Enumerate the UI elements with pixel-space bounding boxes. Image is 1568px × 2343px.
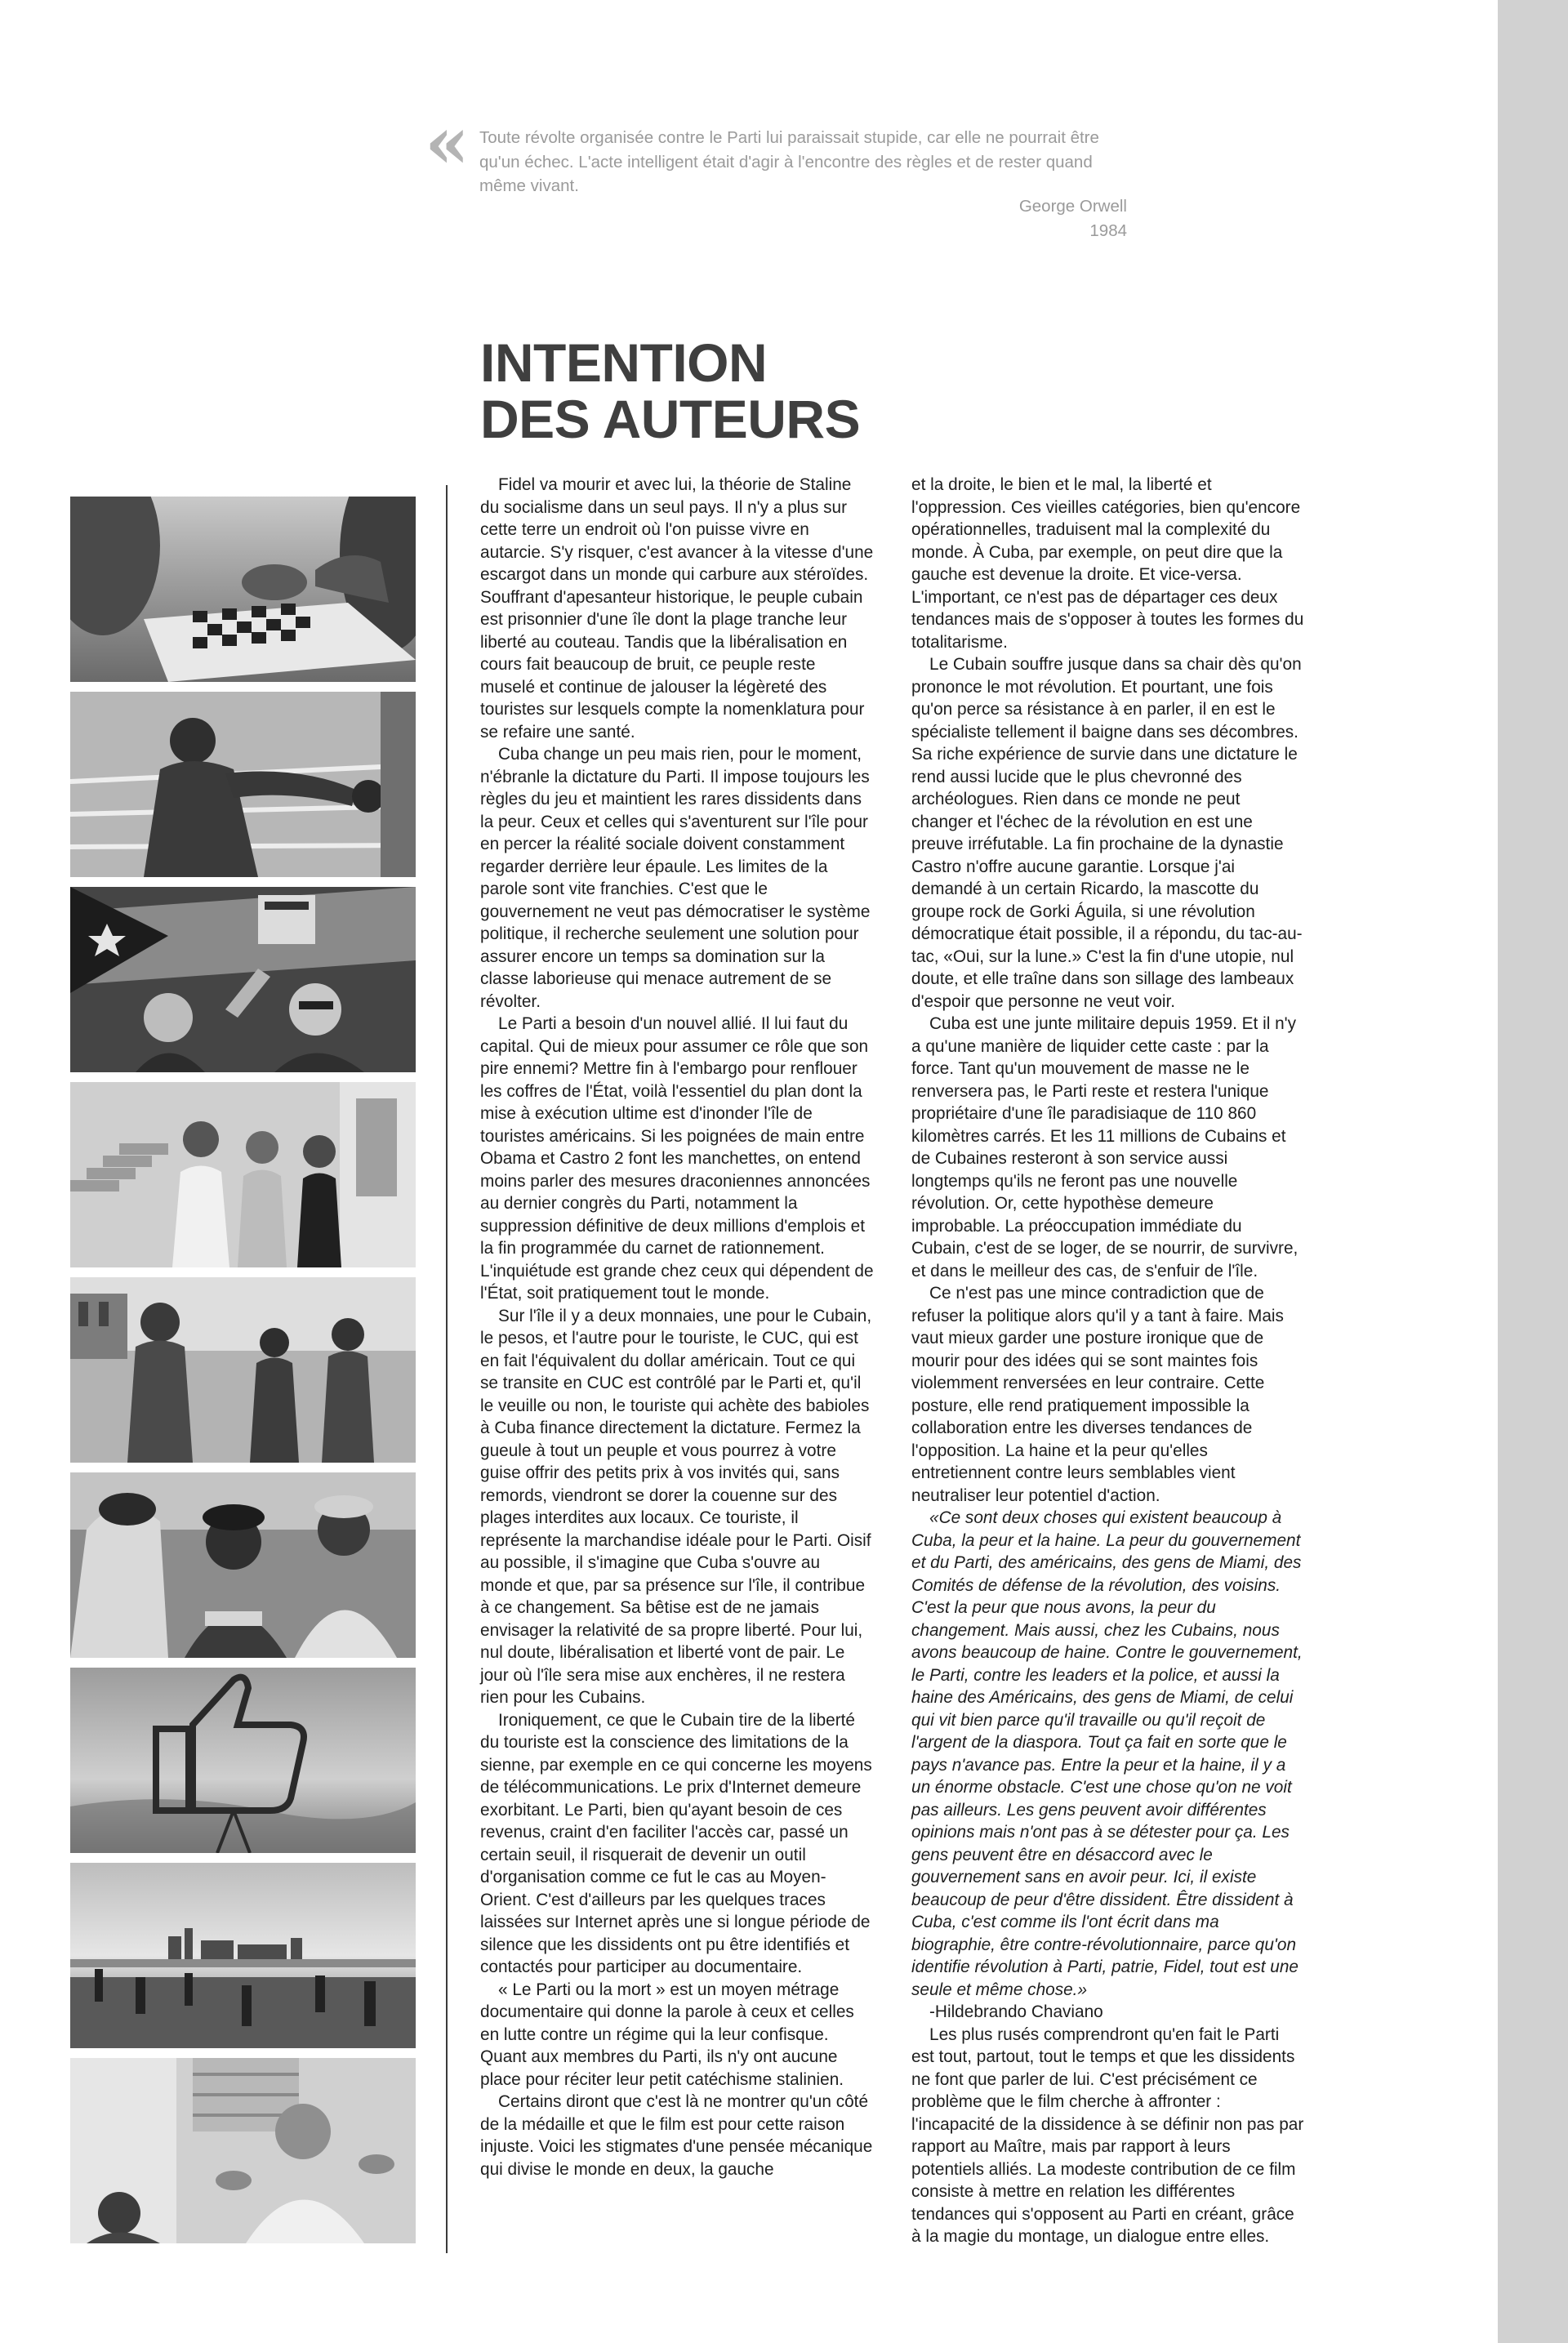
title-line-2: DES AUTEURS [480, 389, 861, 449]
three-women-photo [70, 1082, 416, 1267]
police-officers-photo [70, 1277, 416, 1463]
interview-man-photo [70, 2058, 416, 2243]
article-column-1 [480, 474, 874, 2180]
propaganda-mural-photo [70, 887, 416, 1072]
epigraph-author: George Orwell [1018, 197, 1127, 216]
thumbs-up-sign-photo [70, 1668, 416, 1853]
baseball-players-photo [70, 1472, 416, 1658]
paragraph: Les plus rusés comprendront qu'en fait le Parti est tout, partout, tout le temps et que les dissidents ne font que parler de lui. C'est précisément ce problème que le film cherche à affronter : l'incapacité de la dissidence à se définir non pas par rapport au Maître, mais par rapport à leurs potentiels alliés. La modeste contribution de ce film consiste à mettre en relation les différentes tendances qui s'opposent au Parti en créant, grâce à la magie du montage, un dialogue entre elles. [911, 2025, 1304, 2246]
epigraph-attribution [1019, 194, 1127, 243]
paragraph: Ce n'est pas une mince contradiction que de refuser la politique alors qu'il y a tant à faire. Mais vaut mieux garder une posture ironique que de mourir pour des idées qui se sont maintes fois violemment renversées en leur contraire. Cette posture, elle rend pratiquement impossible la collaboration entre les diverses tendances de l'opposition. La haine et la peur qu'elles entretiennent contre leurs semblables vient neutraliser leur potentiel d'action. [911, 1284, 1284, 1505]
paragraph: et la droite, le bien et le mal, la liberté et l'oppression. Ces vieilles catégories, bien qu'encore opérationnelles, traduisent mal la complexité du monde. À Cuba, par exemple, on peut dire que la gauche est devenue la droite. Et vice-versa. L'important, ce n'est pas de départager ces deux tendances mais de s'opposer à toutes les formes du totalitarisme. [911, 475, 1304, 652]
paragraph: Ironiquement, ce que le Cubain tire de la liberté du touriste est la conscience des limitations de la sienne, par exemple en ce qui concerne les moyens de télécommunications. Le prix d'Internet demeure exorbitant. Le Parti, bien qu'ayant besoin de ces revenus, craint d'en faciliter l'accès car, passé un certain seuil, il risquerait de devenir un outil d'organisation comme ce fut le cas au Moyen-Orient. C'est d'ailleurs par les quelques traces laissées sur Internet après une si longue période de silence que les dissidents ont pu être identifiés et contactés pour participer au documentaire. [480, 1710, 872, 1976]
right-margin-bar [1498, 0, 1568, 2343]
column-divider [446, 485, 448, 2253]
paragraph: Cuba est une junte militaire depuis 1959. Et il n'y a qu'une manière de liquider cette caste : par la force. Tant qu'un mouvement de masse ne le renversera pas, le Parti reste et restera l'unique propriétaire d'une île paradisiaque de 110 860 kilomètres carrés. Et les 11 millions de Cubains et de Cubaines resteront à son service aussi longtemps qu'ils ne feront pas une nouvelle révolution. Or, cette hypothèse demeure improbable. La préoccupation immédiate du Cubain, c'est de se loger, de se nourrir, de survivre, et dans le meilleur des cas, de s'enfuir de l'île. [911, 1014, 1298, 1281]
paragraph: Sur l'île il y a deux monnaies, une pour le Cubain, le pesos, et l'autre pour le touriste, le CUC, qui est en fait l'équivalent du dollar américain. Tout ce qui se transite en CUC est contrôlé par le Parti et, qu'il le veuille ou non, le touriste qui achète des babioles à Cuba finance directement la dictature. Fermez la gueule à tout un peuple et vous pourrez à votre guise offrir des petits prix à vos invités qui, sans remords, viendront se dorer la couenne sur des plages interdites aux locaux. Ce touriste, il représente la marchandise idéale pour le Parti. Oisif au possible, il s'imagine que Cuba s'ouvre au monde et que, par sa présence sur l'île, il contribue à ce changement. Sa bêtise est de ne jamais envisager la relativité de sa propre liberté. Pour lui, nul doute, libéralisation et liberté vont de pair. Le jour où l'île sera mise aux enchères, il ne restera rien pour les Cubains. [480, 1306, 872, 1707]
testimony-quote: «Ce sont deux choses qui existent beaucoup à Cuba, la peur et la haine. La peur du gouvernement et du Parti, des américains, des gens de Miami, des Comités de défense de la révolution, des voisins. C'est la peur que nous avons, la peur du changement. Mais aussi, chez les Cubains, nous avons beaucoup de haine. Contre le gouvernement, le Parti, contre les leaders et la police, et aussi la haine des Américains, des gens de Miami, de celui qui vit bien parce qu'il travaille ou qu'il reçoit de l'argent de la diaspora. Tout ça fait en sorte que le pays n'avance pas. Entre la peur et la haine, il y a un énorme obstacle. C'est une chose qu'on ne voit pas ailleurs. Les gens peuvent avoir différentes opinions mais n'ont pas à se détester pour ça. Les gens peuvent être en désaccord avec le gouvernement sans en avoir peur. Ici, il existe beaucoup de peur d'être dissident. Être dissident à Cuba, c'est comme ils l'ont écrit dans ma biographie, être contre-révolutionnaire, parce qu'on identifie révolution à Parti, patrie, Fidel, tout est une seule et même chose.» [911, 1508, 1303, 1999]
page-title [480, 332, 861, 449]
photo-strip [70, 497, 416, 2253]
paragraph: Certains diront que c'est là ne montrer qu'un côté de la médaille et que le film est pour cette raison injuste. Voici les stigmates d'une pensée mécanique qui divise le monde en deux, la gauche [480, 2092, 873, 2179]
boxer-photo [70, 692, 416, 877]
testimony-attribution: -Hildebrando Chaviano [929, 2002, 1103, 2021]
epigraph-source: 1984 [1089, 220, 1127, 240]
paragraph: Fidel va mourir et avec lui, la théorie de Staline du socialisme dans un seul pays. Il n'y a plus sur cette terre un endroit où l'on puisse vivre en autarcie. S'y risquer, c'est avancer à la vitesse d'une escargot dans un monde qui carbure aux stéroïdes. Souffrant d'apesanteur historique, le peuple cubain est prisonnier d'une île dont la plage tranche leur liberté au couteau. Tandis que la libéralisation en cours fait beaucoup de bruit, ce peuple reste muselé et continue de jalouser la légèreté des touristes sur lesquels compte la nomenklatura pour se refaire une santé. [480, 475, 874, 742]
paragraph: Cuba change un peu mais rien, pour le moment, n'ébranle la dictature du Parti. Il impose toujours les règles du jeu et maintient les rares dissidents dans la peur. Ceux et celles qui s'aventurent sur l'île pour en percer la réalité sociale doivent constamment regarder derrière leur épaule. Les limites de la parole sont vite franchies. C'est que le gouvernement ne veut pas démocratiser le système politique, il recherche seulement une solution pour assurer encore un temps sa domination sur la classe laborieuse qui menace autrement de se révolter. [480, 745, 871, 1011]
quote-mark-icon: « [425, 100, 470, 185]
paragraph: Le Cubain souffre jusque dans sa chair dès qu'on prononce le mot révolution. Et pourtant, une fois qu'on perce sa résistance à en parler, il en est le spécialiste tellement il baigne dans ses décombres. Sa riche expérience de survie dans une dictature le rend aussi lucide que le plus chevronné des archéologues. Rien dans ce monde ne peut changer et l'échec de la révolution en est une preuve irréfutable. La fin prochaine de la dynastie Castro n'offre aucune garantie. Lorsque j'ai demandé à un certain Ricardo, la mascotte du groupe rock de Gorki Águila, si une révolution démocratique était possible, il a répondu, du tac-au-tac, «Oui, sur la lune.» C'est la fin d'une utopie, nul doute, et elle traîne dans son sillage des lambeaux d'espoir que personne ne veut voir. [911, 655, 1303, 1011]
epigraph-text: Toute révolte organisée contre le Parti lui paraissait stupide, car elle ne pourrait être qu'un échec. L'acte intelligent était d'agir à l'encontre des règles et de rester quand même vivant. [479, 128, 1099, 196]
title-line-1: INTENTION [480, 332, 768, 393]
chess-players-photo [70, 497, 416, 682]
paragraph: Le Parti a besoin d'un nouvel allié. Il lui faut du capital. Qui de mieux pour assumer ce rôle que son pire ennemi? Mettre fin à l'embargo pour renflouer les coffres de l'État, voilà l'essentiel du plan dont la mise à exécution ultime est d'inonder l'île de touristes américains. Si les poignées de main entre Obama et Castro 2 font les manchettes, on entend moins parler des mesures draconiennes annoncées au dernier congrès du Parti, notamment la suppression définitive de deux millions d'emplois et la fin programmée du carnet de rationnement. L'inquiétude est grande chez ceux qui dépendent de l'État, soit pratiquement tout le monde. [480, 1014, 874, 1303]
malecon-crowd-photo [70, 1863, 416, 2048]
article-column-2 [911, 474, 1305, 2248]
paragraph: « Le Parti ou la mort » est un moyen métrage documentaire qui donne la parole à ceux et celles en lutte contre un régime qui la leur confisque. Quant aux membres du Parti, ils n'y ont aucune place pour réciter leur petit catéchisme stalinien. [480, 1980, 854, 2089]
